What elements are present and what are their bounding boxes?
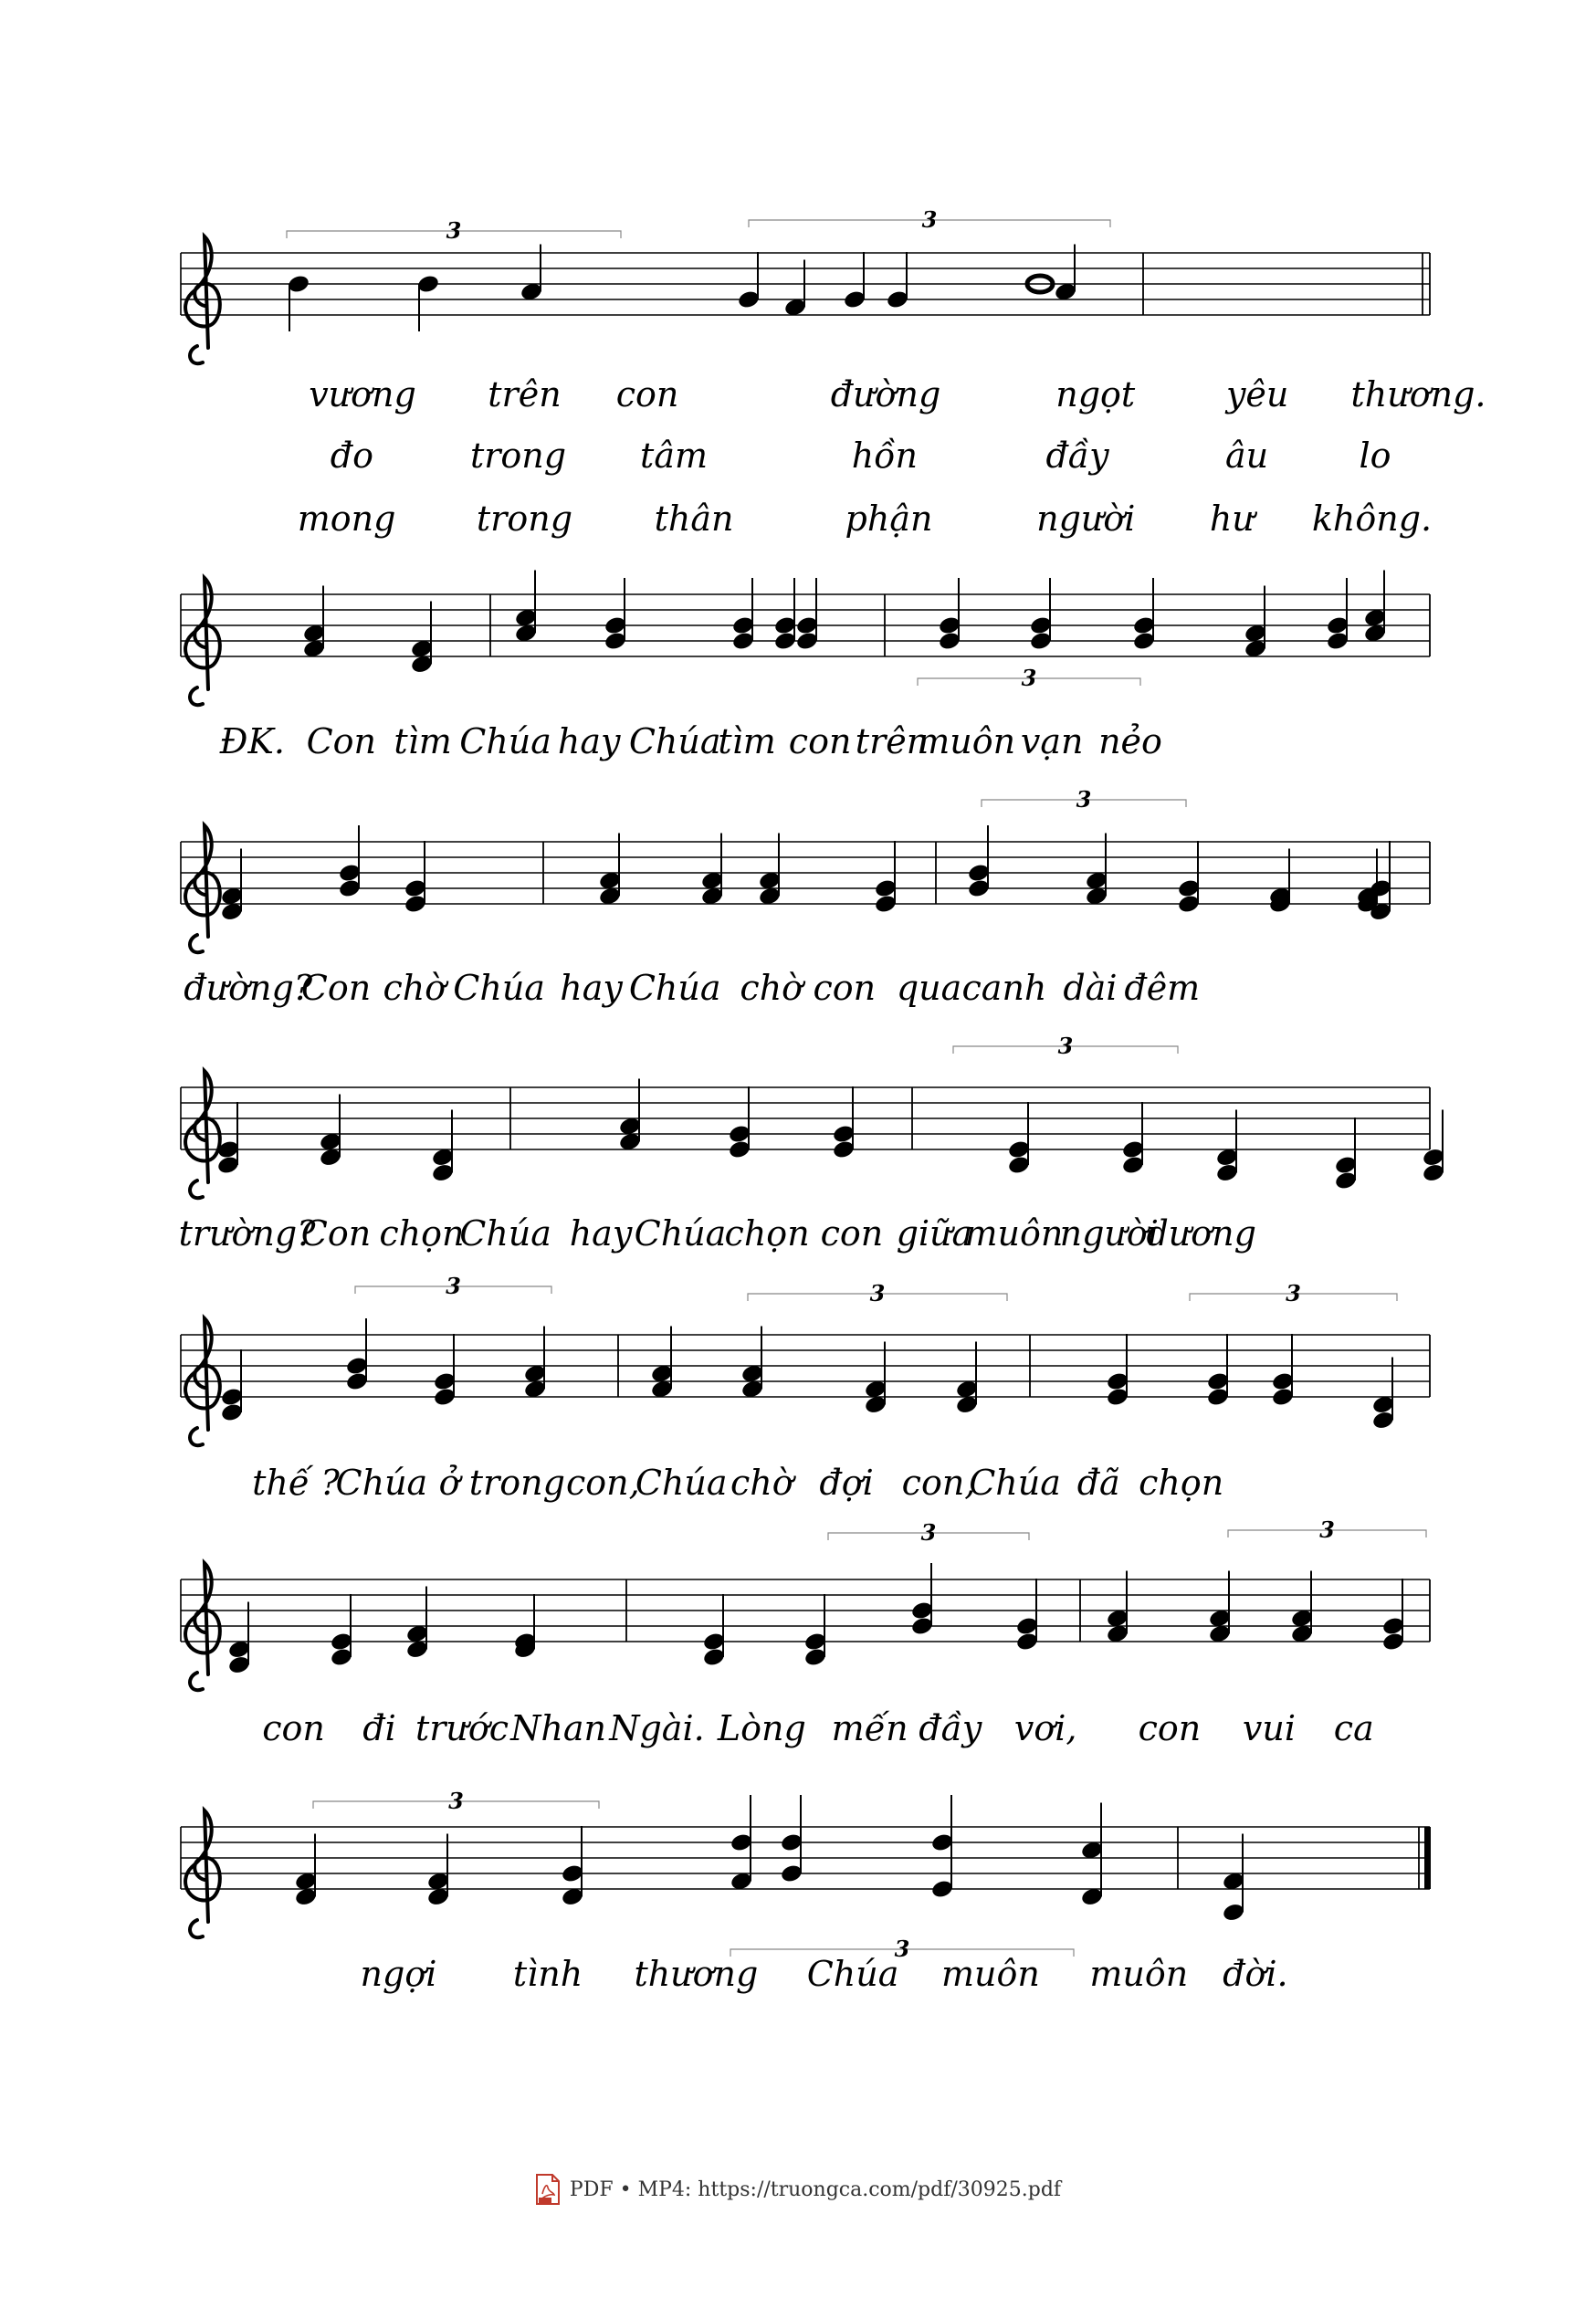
- lyric-syllable: đường?: [184, 968, 313, 1008]
- lyric-syllable: thương.: [1350, 374, 1486, 414]
- lyric-syllable: thế ?: [252, 1463, 340, 1503]
- lyric-syllable: mong: [297, 498, 396, 539]
- lyric-syllable: ngọt: [1055, 374, 1136, 414]
- lyric-syllable: ca: [1333, 1708, 1374, 1748]
- lyric-syllable: chờ: [740, 968, 803, 1008]
- lyric-syllable: vui: [1242, 1708, 1297, 1748]
- lyric-syllable: chờ: [383, 968, 446, 1008]
- lyric-syllable: Chúa: [628, 721, 721, 761]
- lyric-syllable: Nhan: [510, 1708, 607, 1748]
- lyric-syllable: Ngài.: [609, 1708, 705, 1748]
- lyric-syllable: đã: [1076, 1463, 1120, 1503]
- lyric-syllable: con: [615, 374, 679, 414]
- footer: [0, 2171, 1596, 2208]
- final-bar-line: [1424, 1827, 1431, 1889]
- lyric-syllable: thân: [654, 498, 734, 539]
- lyric-syllable: phận: [845, 498, 933, 539]
- lyric-syllable: trong: [476, 498, 573, 539]
- lyric-syllable: con: [1138, 1708, 1202, 1748]
- lyric-syllable: tìm: [718, 721, 776, 761]
- lyric-syllable: muôn: [940, 1954, 1040, 1994]
- lyric-syllable: mến: [831, 1708, 908, 1748]
- lyric-syllable: tình: [512, 1954, 583, 1994]
- lyric-syllable: dương: [1146, 1213, 1256, 1254]
- lyric-syllable: chọn: [379, 1213, 465, 1254]
- lyric-syllable: chờ: [730, 1463, 793, 1503]
- lyric-syllable: lo: [1359, 435, 1391, 476]
- lyric-syllable: trường?: [178, 1213, 316, 1254]
- tuplet-number: 3: [920, 1519, 937, 1546]
- lyric-syllable: người: [1059, 1213, 1159, 1254]
- lyric-syllable: trên: [855, 721, 929, 761]
- lyric-syllable: chọn: [724, 1213, 810, 1254]
- lyric-syllable: âu: [1225, 435, 1269, 476]
- lyric-syllable: trong: [469, 435, 567, 476]
- lyric-syllable: Chúa: [453, 968, 545, 1008]
- lyric-syllable: đời.: [1223, 1954, 1288, 1994]
- lyric-syllable: đi: [362, 1708, 396, 1748]
- lyric-syllable: ĐK.: [219, 721, 285, 761]
- lyric-syllable: chọn: [1139, 1463, 1224, 1503]
- lyric-syllable: con: [813, 968, 877, 1008]
- tuplet-number: 3: [921, 206, 938, 233]
- lyric-syllable: hay: [560, 968, 623, 1008]
- lyric-syllable: Lòng: [717, 1708, 806, 1748]
- lyric-syllable: Con: [306, 721, 377, 761]
- lyric-syllable: Chúa: [628, 968, 721, 1008]
- lyric-syllable: hư: [1209, 498, 1255, 539]
- tuplet-number: 3: [869, 1280, 886, 1306]
- lyric-syllable: con,: [901, 1463, 976, 1503]
- tuplet-number: 3: [448, 1788, 464, 1814]
- lyric-syllable: trong: [468, 1463, 565, 1503]
- lyric-syllable: đo: [330, 435, 373, 476]
- tuplet-number: 3: [446, 217, 462, 244]
- lyric-syllable: ở: [438, 1463, 460, 1503]
- tuplet-number: 3: [1319, 1516, 1335, 1543]
- tuplet-number: 3: [1021, 665, 1037, 691]
- lyric-syllable: Chúa: [634, 1213, 727, 1254]
- lyric-syllable: con: [788, 721, 852, 761]
- pdf-icon[interactable]: [535, 2174, 561, 2205]
- lyric-syllable: con,: [565, 1463, 640, 1503]
- lyric-syllable: đêm: [1124, 968, 1201, 1008]
- lyric-syllable: vơi,: [1013, 1708, 1077, 1748]
- footer-link-text[interactable]: PDF • MP4: https://truongca.com/pdf/30925.pdf: [569, 2177, 1062, 2201]
- lyric-syllable: hay: [569, 1213, 633, 1254]
- lyric-syllable: hồn: [851, 435, 918, 476]
- tuplet-number: 3: [894, 1936, 910, 1962]
- lyric-syllable: Chúa: [459, 1213, 551, 1254]
- lyric-syllable: Chúa: [459, 721, 551, 761]
- lyric-syllable: đường: [830, 374, 941, 414]
- lyric-syllable: đợi: [819, 1463, 874, 1503]
- lyric-syllable: muôn: [1089, 1954, 1189, 1994]
- lyric-syllable: tìm: [394, 721, 452, 761]
- tuplet-number: 3: [446, 1273, 461, 1299]
- lyric-syllable: hay: [557, 721, 621, 761]
- tuplet-number: 3: [1076, 786, 1092, 813]
- tuplet-number: 3: [1057, 1033, 1074, 1059]
- lyric-syllable: qua: [896, 968, 962, 1008]
- lyric-syllable: nẻo: [1098, 721, 1162, 761]
- lyric-syllable: giữa: [896, 1213, 973, 1254]
- lyric-syllable: thương: [634, 1954, 759, 1994]
- lyric-syllable: tâm: [640, 435, 709, 476]
- lyric-syllable: ngợi: [360, 1954, 437, 1994]
- tuplet-number: 3: [1286, 1280, 1301, 1306]
- lyric-syllable: Chúa: [969, 1463, 1061, 1503]
- lyric-syllable: Con: [300, 968, 372, 1008]
- lyric-syllable: yêu: [1225, 374, 1289, 414]
- lyric-syllable: người: [1036, 498, 1136, 539]
- lyric-syllable: trước: [415, 1708, 509, 1748]
- lyric-syllable: không.: [1311, 498, 1433, 539]
- lyric-syllable: vạn: [1020, 721, 1084, 761]
- lyric-syllable: dài: [1063, 968, 1118, 1008]
- lyric-syllable: đầy: [1045, 435, 1109, 476]
- lyric-syllable: muôn: [917, 721, 1016, 761]
- lyric-syllable: đầy: [919, 1708, 982, 1748]
- lyric-syllable: canh: [961, 968, 1047, 1008]
- lyric-syllable: vương: [309, 374, 416, 414]
- lyric-syllable: con: [262, 1708, 325, 1748]
- lyric-syllable: Chúa: [806, 1954, 899, 1994]
- lyric-syllable: trên: [488, 374, 562, 414]
- lyric-syllable: Con: [300, 1213, 372, 1254]
- lyric-syllable: con: [820, 1213, 884, 1254]
- lyric-syllable: muôn: [964, 1213, 1064, 1254]
- lyric-syllable: Chúa: [335, 1463, 428, 1503]
- lyric-syllable: Chúa: [635, 1463, 728, 1503]
